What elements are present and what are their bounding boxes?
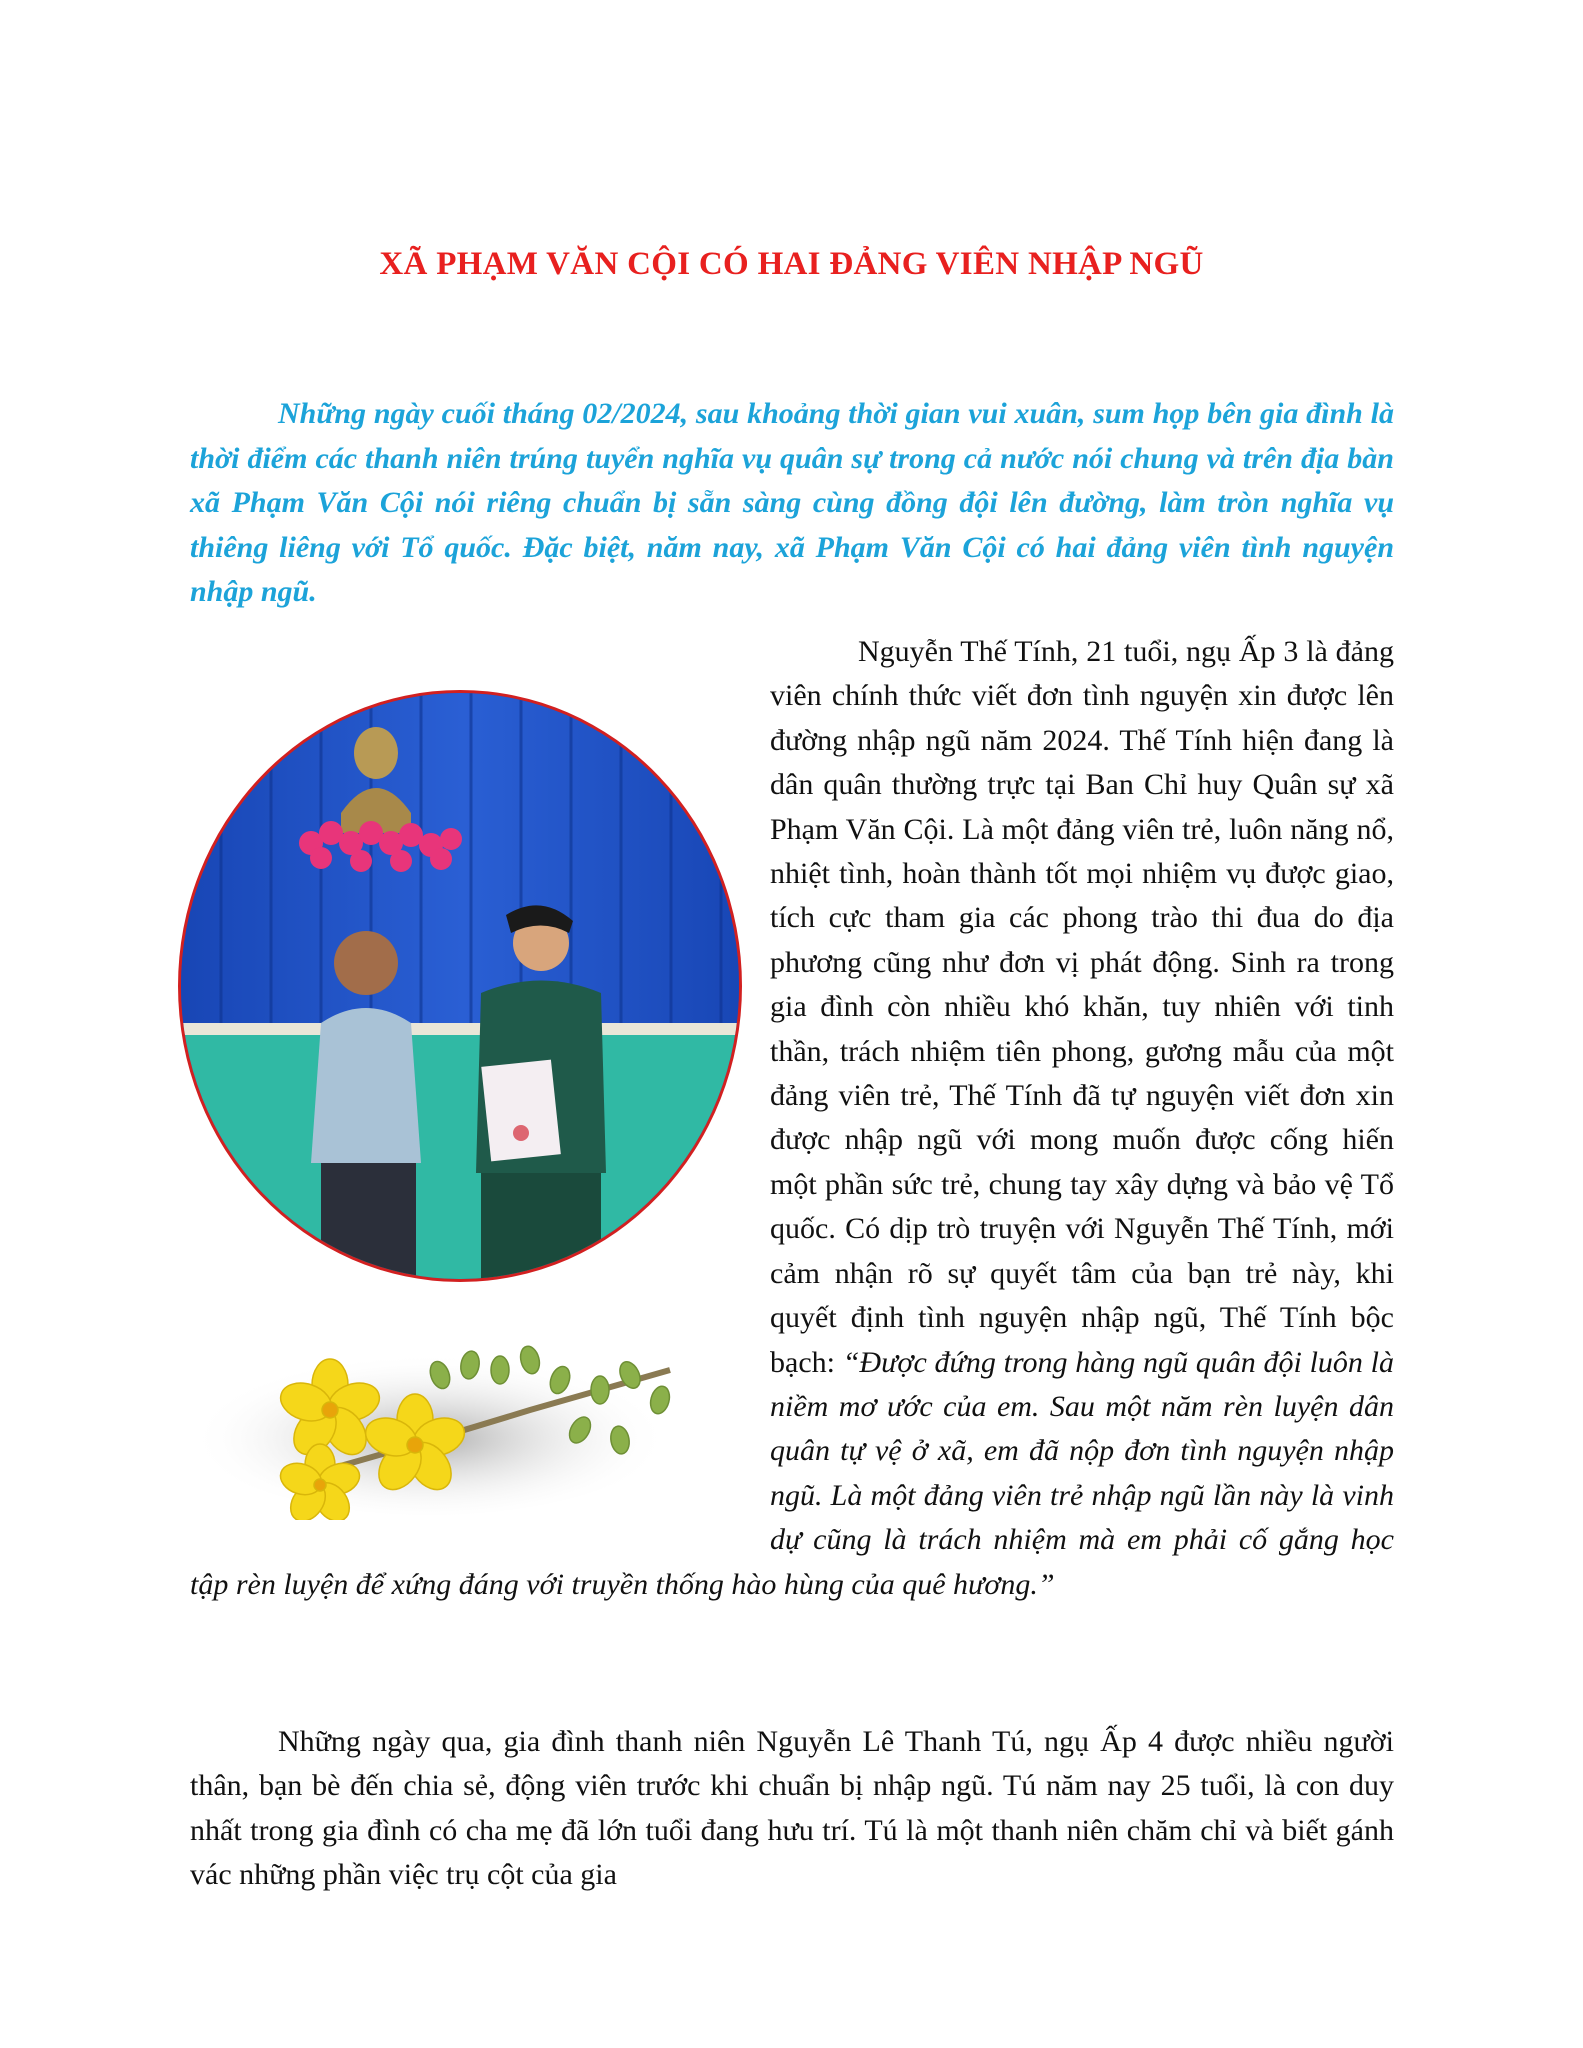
lead-paragraph: Những ngày cuối tháng 02/2024, sau khoảng thời gian vui xuân, sum họp bên gia đình là thời điểm các thanh niên trúng tuyển nghĩa vụ quân sự trong cả nước nói chung và trên địa bàn xã Phạm Văn Cội nói riêng chuẩn bị sẵn sàng cùng đồng đội lên đường, làm tròn nghĩa vụ thiêng liêng với Tổ quốc. Đặc biệt, năm nay, xã Phạm Văn Cội có hai đảng viên tình nguyện nhập ngũ. xyxy=(190,397,1394,608)
body-paragraph-2: Những ngày qua, gia đình thanh niên Nguyễn Lê Thanh Tú, ngụ Ấp 4 được nhiều người thân, bạn bè đến chia sẻ, động viên trước khi chuẩn bị nhập ngũ. Tú năm nay 25 tuổi, là con duy nhất trong gia đình có cha mẹ đã lớn tuổi đang hưu trí. Tú là một thanh niên chăm chỉ và biết gánh vác những phần việc trụ cột của gia xyxy=(190,1725,1394,1892)
article-title: XÃ PHẠM VĂN CỘI CÓ HAI ĐẢNG VIÊN NHẬP NGŨ xyxy=(379,246,1204,282)
paragraph-1-text: Nguyễn Thế Tính, 21 tuổi, ngụ Ấp 3 là đảng viên chính thức viết đơn tình nguyện xin được lên đường nhập ngũ năm 2024. Thế Tính hiện đang là dân quân thường trực tại Ban Chỉ huy Quân sự xã Phạm Văn Cội. Là một đảng viên trẻ, luôn năng nổ, nhiệt tình, hoàn thành tốt mọi nhiệm vụ được giao, tích cực tham gia các phong trào thi đua do địa phương cũng như đơn vị phát động. Sinh ra trong gia đình còn nhiều khó khăn, tuy nhiên với tinh thần, trách nhiệm tiên phong, gương mẫu của một đảng viên trẻ, Thế Tính đã tự nguyện viết đơn xin được nhập ngũ với mong muốn được cống hiến một phần sức trẻ, chung tay xây dựng và bảo vệ Tổ quốc. Có dịp trò truyện với Nguyễn Thế Tính, mới cảm nhận rõ sự quyết tâm của bạn trẻ này, khi quyết định tình nguyện nhập ngũ, Thế Tính bộc bạch: xyxy=(770,635,1394,1379)
paragraph-1-quote: “Được đứng trong hàng ngũ quân đội luôn là niềm mơ ước của em. Sau một năm rèn luyện dân quân tự vệ ở xã, em đã nộp đơn tình nguyện nhập ngũ. Là một đảng viên trẻ nhập ngũ lần này là vinh dự cũng là trách nhiệm mà em phải cố gắng học tập rèn luyện để xứng đáng với truyền thống hào hùng của quê hương.” xyxy=(190,1345,1394,1601)
image-wrap-space xyxy=(190,630,770,1520)
body-paragraph-1 xyxy=(190,630,1394,1607)
